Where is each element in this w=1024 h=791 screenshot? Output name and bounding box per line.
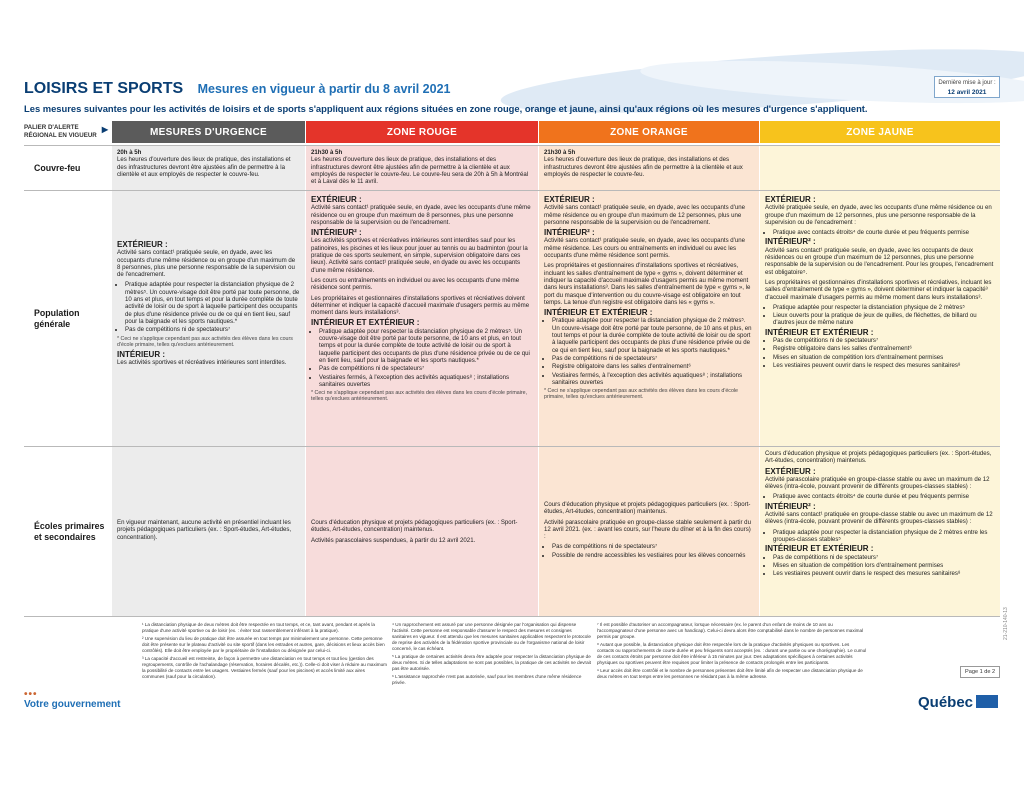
list-item: • Registre obligatoire dans les salles d'entraînement⁶	[552, 363, 754, 370]
page-number: Page 1 de 2	[960, 666, 1000, 678]
cell-couvre-feu-jaune	[760, 146, 1000, 190]
section-text: Activité parascolaire pratiquée en groupe-classe stable seulement à partir du 12 avril 2021. (ex. : avant les cours, sur l'heure du dîner et à la fin des cours) :	[544, 518, 751, 541]
document-code: 21-210-140-13	[1003, 607, 1009, 640]
list-item: • Pas de compétitions ni de spectateurs⁷	[319, 365, 533, 372]
list-item: • Pratique adaptée pour respecter la distanciation physique de 2 mètres entre les groupes-classes stables⁵	[773, 529, 995, 544]
section-title: EXTÉRIEUR :	[311, 195, 362, 204]
footnote: ⁴ Un rapprochement est assuré par une personne désignée par l'organisation qui dispense l'activité. Cette personne est responsable d'assurer le respect des mesures et consignes sanitaires en vigueur. Il est attendu que les mesures sanitaires applicables respectent le protocole de reprise des activités de la fédération sportive provinciale ou de l'organisme national de loisir concerné, le cas échéant.	[392, 622, 591, 651]
section-text: Cours d'éducation physique et projets pédagogiques particuliers (ex. : Sport-études, Art-études, concentration) maintenus.	[311, 519, 518, 534]
section-title: INTÉRIEUR ET EXTÉRIEUR :	[765, 327, 874, 337]
cell-couvre-feu-orange	[539, 146, 759, 190]
title-subtitle: Mesures en vigueur à partir du 8 avril 2021	[197, 82, 451, 96]
section-title: INTÉRIEUR² :	[544, 228, 595, 238]
column-header-orange: ZONE ORANGE	[539, 121, 759, 143]
section-title: EXTÉRIEUR :	[544, 195, 595, 204]
list-item: • Pas de compétitions ni de spectateurs⁷	[773, 337, 995, 344]
section-text: Activité sans contact¹ pratiquée en groupe-classe stable ou avec un maximum de 12 élèves (intra-école, pouvant provenir de différents groupes-classes stables) :	[765, 511, 993, 526]
footnotes-column-3	[597, 622, 867, 682]
cell-couvre-feu-rouge	[306, 146, 538, 190]
curfew-text: Les heures d'ouverture des lieux de pratique, des installations et des infrastructures devront être ajustées afin de permettre à la clientèle et aux employés de respecter le couvre-feu.	[117, 156, 291, 178]
quebec-logo-text: Québec	[918, 694, 974, 711]
footnotes-column-1	[142, 622, 387, 682]
section-text: Activité sans contact¹ pratiquée seule, en dyade, avec les occupants d'une même résidence ou en groupe d'un maximum de 12 personnes, plus une personne responsable de la supervision ou de l'encadrement.	[544, 204, 746, 226]
curfew-hour: 20h à 5h	[117, 149, 142, 156]
list-item: • Pas de compétitions ni de spectateurs⁷	[552, 543, 754, 550]
list-item: • Pratique avec contacts étroits⁴ de courte durée et peu fréquents permise	[773, 493, 995, 500]
row-label-couvre-feu: Couvre-feu	[34, 162, 81, 173]
bullet-list	[765, 229, 995, 236]
list-item: • Pas de compétitions ni de spectateurs⁷	[773, 554, 995, 561]
list-item: • Pas de compétitions ni de spectateurs⁷	[552, 355, 754, 362]
note-text: * Ceci ne s'applique cependant pas aux activités des élèves dans les cours d'école primaire, telles qu'exclues antérieurement.	[311, 390, 528, 403]
footnotes-column-2	[392, 622, 592, 688]
section-title: INTÉRIEUR² :	[311, 228, 362, 238]
curfew-hour: 21h30 à 5h	[311, 149, 343, 156]
footnote: ² Une supervision du lieu de pratique doit être assurée en tout temps par minimalement une personne. Cette personne doit être présente sur le plateau d'activité ou site sportif (dans les estrades et autres, gare, décisions et lieux accès bien contrôlés). Elle doit être employée par le propriétaire de l'installation ou désignée par celui-ci.	[142, 636, 385, 653]
section-title: INTÉRIEUR² :	[765, 501, 816, 511]
palier-label	[24, 124, 108, 140]
bullet-list	[117, 281, 300, 333]
list-item: • Lieux ouverts pour la pratique de jeux de quilles, de fléchettes, de billard ou d'autres jeux de même nature	[773, 312, 995, 327]
section-text: Cours d'éducation physique et projets pédagogiques particuliers (ex. : Sport-études, Art-études, concentration) maintenus.	[544, 501, 751, 516]
section-text: Activité sans contact¹ pratiquée seule, en dyade, avec les occupants d'une même résidence ou en groupe d'un maximum de 8 personnes, plus une personne responsable de la supervision ou de l'encadrement.	[117, 249, 296, 279]
section-title: INTÉRIEUR ET EXTÉRIEUR :	[311, 318, 420, 328]
cell-population-orange	[539, 191, 759, 446]
cell-ecoles-rouge	[306, 447, 538, 616]
section-text: Activité parascolaire pratiquée en groupe-classe stable ou avec un maximum de 12 élèves (intra-école, pouvant provenir de différents groupes-classes stables) :	[765, 475, 990, 491]
section-text: Les activités sportives et récréatives intérieures sont interdites.	[117, 359, 287, 367]
section-title: EXTÉRIEUR :	[117, 240, 168, 249]
footnote: ⁵ La pratique de certaines activités devra être adaptée pour respecter la distanciation physique de deux mètres. Si de telles adaptations ne sont pas possibles, la pratique de ces activités ne devrait pas être autorisée.	[392, 654, 591, 671]
row-label-ecoles: Écoles primaires et secondaires	[34, 520, 105, 542]
title-main: LOISIRS ET SPORTS	[24, 80, 184, 97]
section-title: INTÉRIEUR² :	[765, 237, 816, 247]
bullet-list	[765, 304, 995, 327]
list-item: • Vestiaires fermés, à l'exception des activités aquatiques⁸ ; installations sanitaires ouvertes	[552, 372, 754, 387]
row-label-population: Population générale	[34, 307, 80, 329]
section-title: INTÉRIEUR :	[117, 350, 165, 360]
column-header-rouge: ZONE ROUGE	[306, 121, 538, 143]
section-title: INTÉRIEUR ET EXTÉRIEUR :	[765, 544, 874, 554]
curfew-text: Les heures d'ouverture des lieux de pratique, des installations et des infrastructures devront être ajustées afin de permettre à la clientèle et aux employés de respecter le couvre-feu. Le couvre-feu sera de 20h à 5h à Montréal et à Laval dès le 11 avril.	[311, 156, 529, 186]
section-title: INTÉRIEUR ET EXTÉRIEUR :	[544, 308, 653, 318]
section-title: EXTÉRIEUR :	[765, 466, 816, 476]
list-item: • Pratique adaptée pour respecter la distanciation physique de 2 mètres⁵. Un couvre-visage doit être porté par toute personne, de 10 ans et plus, en tout temps et pour la durée complète de toute activité de loisir ou de sport à laquelle participent des occupants de plus d'une résidence privée ou de ce qui en tient lieu, sauf pour la baignade et les sports nautiques.*	[125, 281, 300, 325]
section-text: Les cours ou entraînements en individuel ou avec les occupants d'une même résidence sont permis.	[311, 276, 520, 292]
list-item: • Les vestiaires peuvent ouvrir dans le respect des mesures sanitaires⁸	[773, 570, 995, 577]
quebec-logo	[918, 694, 998, 711]
list-item: • Mises en situation de compétition lors d'entraînement permises	[773, 354, 995, 361]
logo-dots-icon: •••	[24, 689, 38, 700]
list-item: • Possible de rendre accessibles les vestiaires pour les élèves concernés	[552, 552, 754, 559]
section-text: Cours d'éducation physique et projets pédagogiques particuliers (ex. : Sport-études, Art-études, concentration) maintenus.	[765, 450, 992, 465]
section-text: Les propriétaires et gestionnaires d'installations sportives et récréatives doivent déterminer et indiquer la capacité d'accueil maximale d'usagers permis au même moment dans leurs installations³.	[311, 294, 530, 317]
page-title	[24, 80, 450, 102]
cell-ecoles-jaune	[760, 447, 1000, 616]
list-item: • Vestiaires fermés, à l'exception des activités aquatiques⁸ ; installations sanitaires ouvertes	[319, 374, 533, 389]
list-item: • Registre obligatoire dans les salles d'entraînement⁶	[773, 345, 995, 352]
section-text: Activité sans contact¹ pratiquée seule, en dyade, avec les occupants d'une même résidence ou en groupe d'un maximum de 8 personnes, plus une personne responsable de la supervision ou de l'encadrement.	[311, 204, 531, 226]
intro-text: Les mesures suivantes pour les activités de loisirs et de sports s'appliquent aux régions situées en zone rouge, orange et jaune, ainsi qu'aux régions où les mesures d'urgence s'appliquent.	[24, 103, 868, 114]
footnote: ⁸ Autant que possible, la distanciation physique doit être respectée lors de la pratique d'activités physiques ou sportives. Les contacts ou rapprochements de courte durée et peu fréquents sont acceptés (ex. : durant une partie ou une chorégraphie). Le cumul de ces contacts étroits par personne doit être inférieur à 15 minutes par jour. Des adaptations spécifiques à certaines activités physiques ou sportives peuvent être requises pour limiter la présence de contacts prolongés entre les participants.	[597, 642, 867, 665]
cell-couvre-feu-urgence	[112, 146, 305, 190]
footnote: ⁷ Il est possible d'autoriser un accompagnateur, lorsque nécessaire (ex. le parent d'un enfant de moins de 10 ans ou l'accompagnateur d'une personne avec un handicap). Celui-ci devra alors être comptabilisé dans le nombre de personnes maximal permis par groupe.	[597, 622, 864, 639]
triangle-right-icon: ▶	[101, 125, 108, 134]
section-text: En vigueur maintenant, aucune activité en présentiel incluant les projets pédagogiques particuliers (ex. : Sport-études, Art-études, concentration).	[117, 519, 292, 541]
section-text: Les propriétaires et gestionnaires d'installations sportives et récréatives, incluant les salles d'entraînement de type « gyms », doivent déterminer et indiquer la capacité³ d'accueil maximale d'usagers permis au même moment dans leurs installations³.	[765, 278, 992, 301]
cell-population-rouge	[306, 191, 538, 446]
section-text: Activité pratiquée seule, en dyade, avec les occupants d'une même résidence ou en groupe d'un maximum de 12 personnes, plus une personne responsable de la supervision ou de l'encadrement :	[765, 204, 992, 226]
section-title: EXTÉRIEUR :	[765, 195, 816, 204]
column-header-jaune: ZONE JAUNE	[760, 121, 1000, 143]
list-item: • Les vestiaires peuvent ouvrir dans le respect des mesures sanitaires⁸	[773, 362, 995, 369]
list-item: • Pratique adaptée pour respecter la distanciation physique de 2 mètres⁵. Un couvre-visage doit être porté par toute personne, de 10 ans et plus, en tout temps et pour la durée complète de toute activité de loisir ou de sport à laquelle participent des occupants de plus d'une résidence privée ou de ce qui en tient lieu, sauf pour la baignade et les sports nautiques.*	[552, 317, 754, 353]
section-text: Les activités sportives et récréatives intérieures sont interdites sauf pour les patinoires, les piscines et les lieux pour jouer au tennis ou au badminton (pour la pratique de ces sports seulement, en simple, supervision obligatoire dans ces lieux). Activité sans contact¹ pratiquée seule, en dyade ou avec les occupants d'une même résidence.	[311, 237, 528, 274]
list-item: • Mises en situation de compétition lors d'entraînement permises	[773, 562, 995, 569]
column-header-urgence: MESURES D'URGENCE	[112, 121, 305, 143]
section-text: Activité sans contact¹ pratiquée seule, en dyade, avec les occupants d'une même résidence. Les cours ou entraînements en individuel ou avec les occupants d'une même résidence sont permis.	[544, 237, 746, 260]
footnote: ⁶ L'assistance rapprochée n'est pas autorisée, sauf pour les membres d'une même résidence privée.	[392, 674, 582, 685]
note-text: * Ceci ne s'applique cependant pas aux activités des élèves dans les cours d'école primaire, telles qu'exclues antérieurement.	[544, 388, 739, 401]
cell-population-urgence	[112, 191, 305, 446]
list-item: • Pratique adaptée pour respecter la distanciation physique de 2 mètres⁵	[773, 304, 995, 311]
bullet-list	[765, 493, 995, 500]
section-text: Les propriétaires et gestionnaires d'installations sportives et récréatives, incluant les salles d'entraînement de type « gyms », doivent déterminer et indiquer la capacité d'accueil maximale d'usagers permis au même moment dans leurs installations³. Dans les salles d'entraînement de type « gyms », le port du masque d'intervention ou du couvre-visage est obligatoire en tout temps. La tenue d'un registre est obligatoire dans les « gyms ».	[544, 262, 751, 306]
last-update-box	[934, 76, 1000, 98]
list-item: • Pratique avec contacts étroits⁴ de courte durée et peu fréquents permise	[773, 229, 995, 236]
fleur-de-lys-flag-icon	[976, 695, 998, 708]
cell-ecoles-urgence	[112, 447, 305, 616]
bullet-list	[765, 554, 995, 578]
bullet-list	[544, 543, 754, 559]
palier-label-text: PALIER D'ALERTE RÉGIONAL EN VIGUEUR	[24, 124, 97, 139]
last-update-date: 12 avril 2021	[947, 89, 987, 96]
logo-left-text: Votre gouvernement	[24, 699, 121, 710]
section-text: Activités parascolaires suspendues, à partir du 12 avril 2021.	[311, 536, 476, 544]
curfew-hour: 21h30 à 5h	[544, 149, 576, 156]
cell-population-jaune	[760, 191, 1000, 446]
cell-ecoles-orange	[539, 447, 759, 616]
last-update-label: Dernière mise à jour :	[938, 80, 996, 86]
row-divider	[24, 616, 1000, 617]
curfew-text: Les heures d'ouverture des lieux de pratique, des installations et des infrastructures devront être ajustées afin de permettre à la clientèle et aux employés de respecter le couvre-feu.	[544, 156, 743, 178]
footnote: ¹ La distanciation physique de deux mètres doit être respectée en tout temps, et ce, tant avant, pendant et après la pratique d'une activité sportive ou de loisir (ex. : éviter tout rassemblement inférant à la pratique).	[142, 622, 375, 633]
bullet-list	[765, 337, 995, 369]
section-text: Activité sans contact¹ pratiquée seule, en dyade, avec les occupants de deux résidences ou en groupe d'un maximum de 12 personnes, plus une personne responsable de la supervision ou de l'encadrement. Pour les groupes, l'encadrement est obligatoire⁵.	[765, 246, 994, 276]
bullet-list	[311, 328, 533, 388]
votre-gouvernement-logo	[24, 690, 121, 710]
list-item: • Pratique adaptée pour respecter la distanciation physique de 2 mètres⁵. Un couvre-visage doit être porté par toute personne, de 10 ans et plus, en tout temps et pour la durée complète de toute activité de loisir ou de sport à laquelle participent des occupants de plus d'une résidence privée ou de ce qui en tient lieu, sauf pour la baignade et les sports nautiques.*	[319, 328, 533, 364]
footnote: ⁹ Leur accès doit être contrôlé et le nombre de personnes présentes doit être limité afin de respecter une distanciation physique de deux mètres en tout temps entre les personnes ne résidant pas à la même adresse.	[597, 668, 863, 679]
bullet-list	[765, 529, 995, 544]
footnote: ³ La capacité d'accueil est restreinte, de façon à permettre une distanciation en tout temps et tout lieu (gestion des regroupements, contrôle de l'achalandage (réservation, horaires décalés, etc.)). Celle-ci doit viser à réduire au maximum la possibilité de contacts entre les usagers. Vestiaires fermés (sauf pour les piscines) et accès limité aux aires communes (sauf pour la circulation).	[142, 656, 387, 679]
list-item: • Pas de compétitions ni de spectateurs⁷	[125, 326, 300, 333]
bullet-list	[544, 317, 754, 386]
note-text: * Ceci ne s'applique cependant pas aux activités des élèves dans les cours d'école primaire, telles qu'exclues antérieurement.	[117, 335, 293, 348]
